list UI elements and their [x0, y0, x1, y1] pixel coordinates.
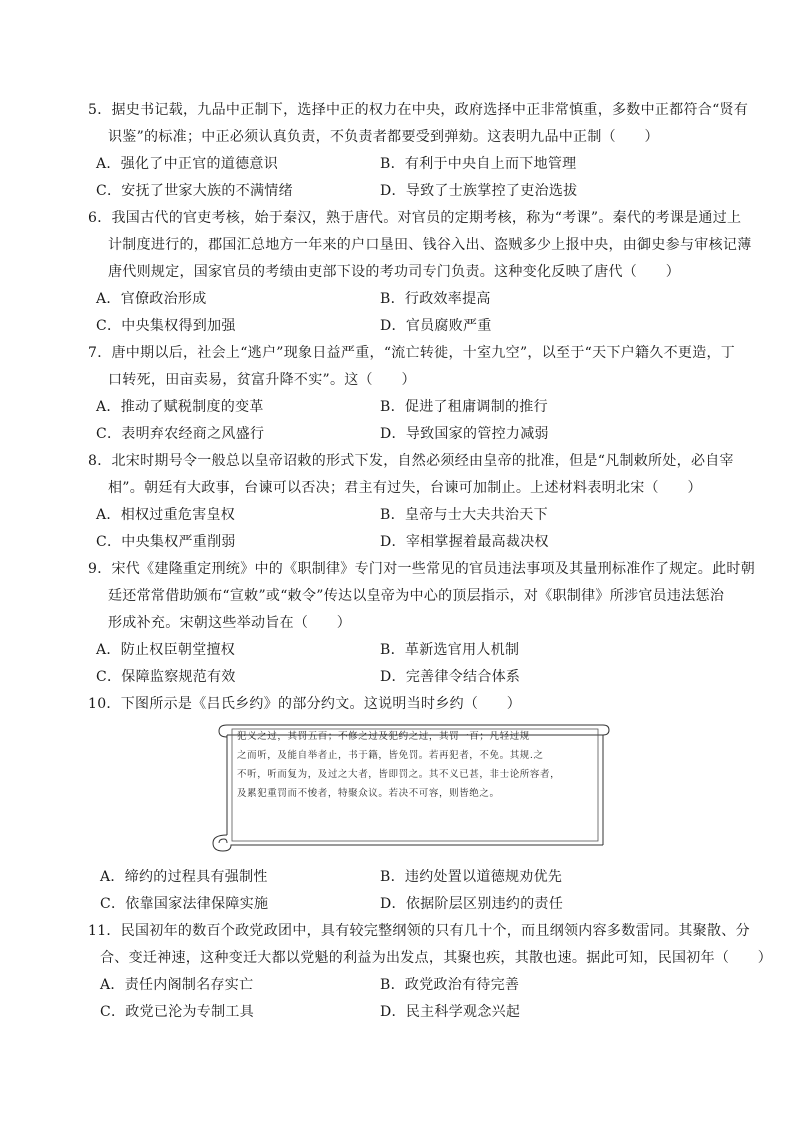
question-9-option-c[interactable]: C．保障监察规范有效: [96, 669, 236, 685]
question-8-stem-line-1: 8．北宋时期号令一般总以皇帝诏敕的形式下发，自然必须经由皇帝的批准，但是“凡制敕所处，必自宰: [88, 453, 734, 469]
question-5-stem-line-2: 识鉴”的标准；中正必须认真负责，不负责者都要受到弹劾。这表明九品中正制（ ）: [108, 129, 659, 145]
scroll-text: [237, 727, 587, 803]
question-7-stem-line-2: 口转死，田亩卖易，贫富升降不实”。这（ ）: [108, 372, 416, 388]
question-7-option-c[interactable]: C．表明弃农经商之风盛行: [96, 426, 265, 442]
question-6-stem-line-2: 计制度进行的，郡国汇总地方一年来的户口垦田、钱谷入出、盗贼多少上报中央，由御史参与审核记薄: [108, 237, 752, 253]
question-5-option-c[interactable]: C．安抚了世家大族的不满情绪: [96, 183, 293, 199]
scroll-figure: [205, 717, 610, 857]
question-6-option-d[interactable]: D．官员腐败严重: [380, 318, 492, 334]
question-11-option-d[interactable]: D．民主科学观念兴起: [380, 1004, 521, 1020]
question-10-option-c[interactable]: C．依靠国家法律保障实施: [100, 896, 269, 912]
question-9-stem-line-1: 9．宋代《建隆重定刑统》中的《职制律》专门对一些常见的官员违法事项及其量刑标准作了规定。此时朝: [88, 561, 756, 577]
scroll-line-2: 之而听，及能自举者止，书于籍，皆免罚。若再犯者，不免。其规.之: [237, 750, 544, 761]
question-6-option-a[interactable]: A．官僚政治形成: [96, 291, 207, 307]
question-8-stem-line-2: 相”。朝廷有大政事，台谏可以否决；君主有过失，台谏可加制止。上述材料表明北宋（ ）: [108, 480, 702, 496]
question-8-option-d[interactable]: D．宰相掌握着最高裁决权: [380, 534, 549, 550]
question-8-option-c[interactable]: C．中央集权严重削弱: [96, 534, 236, 550]
question-9-option-a[interactable]: A．防止权臣朝堂擅权: [96, 642, 236, 658]
question-11-stem-line-1: 11．民国初年的数百个政党政团中，具有较完整纲领的只有几十个，而且纲领内容多数雷同。其聚散、分: [88, 923, 750, 939]
question-10-option-b[interactable]: B．违约处置以道德规劝优先: [380, 869, 563, 885]
question-5-option-a[interactable]: A．强化了中正官的道德意识: [96, 156, 279, 172]
scroll-line-3: 不听，听而复为，及过之大者，皆即罚之。其不义已甚，非士论所容者，: [237, 769, 561, 780]
question-7-option-b[interactable]: B．促进了租庸调制的推行: [380, 399, 548, 415]
question-5-option-d[interactable]: D．导致了士族掌控了吏治选拔: [380, 183, 578, 199]
question-9-option-d[interactable]: D．完善律令结合体系: [380, 669, 521, 685]
question-5-stem-line-1: 5．据史书记载，九品中正制下，选择中正的权力在中央，政府选择中正非常慎重，多数中正都符合“贤有: [88, 102, 749, 118]
question-9-stem-line-3: 形成补充。宋朝这些举动旨在（ ）: [108, 615, 352, 631]
question-11-option-c[interactable]: C．政党已沦为专制工具: [100, 1004, 255, 1020]
question-9-stem-line-2: 廷还常常借助颁布“宣敕”或“敕令”传达以皇帝为中心的顶层指示，对《职制律》所涉官员违法惩治: [108, 588, 725, 604]
question-6-option-b[interactable]: B．行政效率提高: [380, 291, 491, 307]
question-11-stem-line-2: 合、变迁神速，这种变迁大都以党魁的利益为出发点，其聚也疾，其散也速。据此可知，民国初年（ ）: [100, 950, 773, 966]
question-8-option-b[interactable]: B．皇帝与士大夫共治天下: [380, 507, 548, 523]
question-11-option-a[interactable]: A．责任内阁制名存实亡: [100, 977, 254, 993]
question-6-option-c[interactable]: C．中央集权得到加强: [96, 318, 236, 334]
question-6-stem-line-1: 6．我国古代的官吏考核，始于秦汉，熟于唐代。对官员的定期考核，称为“考课”。秦代的考课是通过上: [88, 210, 742, 226]
question-10-option-a[interactable]: A．缔约的过程具有强制性: [100, 869, 268, 885]
question-8-option-a[interactable]: A．相权过重危害皇权: [96, 507, 236, 523]
question-7-option-a[interactable]: A．推动了赋税制度的变革: [96, 399, 264, 415]
question-10-option-d[interactable]: D．依据阶层区别违约的责任: [380, 896, 564, 912]
question-5-option-b[interactable]: B．有利于中央自上而下地管理: [380, 156, 577, 172]
question-6-stem-line-3: 唐代则规定，国家官员的考绩由吏部下设的考功司专门负责。这种变化反映了唐代（ ）: [108, 264, 680, 280]
question-9-option-b[interactable]: B．革新选官用人机制: [380, 642, 520, 658]
question-7-stem-line-1: 7．唐中期以后，社会上“逃户”现象日益严重，“流亡转徙，十室九空”，以至于“天下户籍久不更造，丁: [88, 345, 736, 361]
scroll-line-1: 犯义之过，其罚五百；不修之过及犯约之过，其罚一百；凡轻过规: [237, 731, 530, 742]
question-10-stem-line-1: 10．下图所示是《吕氏乡约》的部分约文。这说明当时乡约（ ）: [88, 696, 522, 712]
scroll-line-4: 及累犯重罚而不悛者，特聚众议。若决不可容，则皆绝之。: [237, 788, 500, 799]
question-11-option-b[interactable]: B．政党政治有待完善: [380, 977, 520, 993]
question-7-option-d[interactable]: D．导致国家的管控力减弱: [380, 426, 549, 442]
